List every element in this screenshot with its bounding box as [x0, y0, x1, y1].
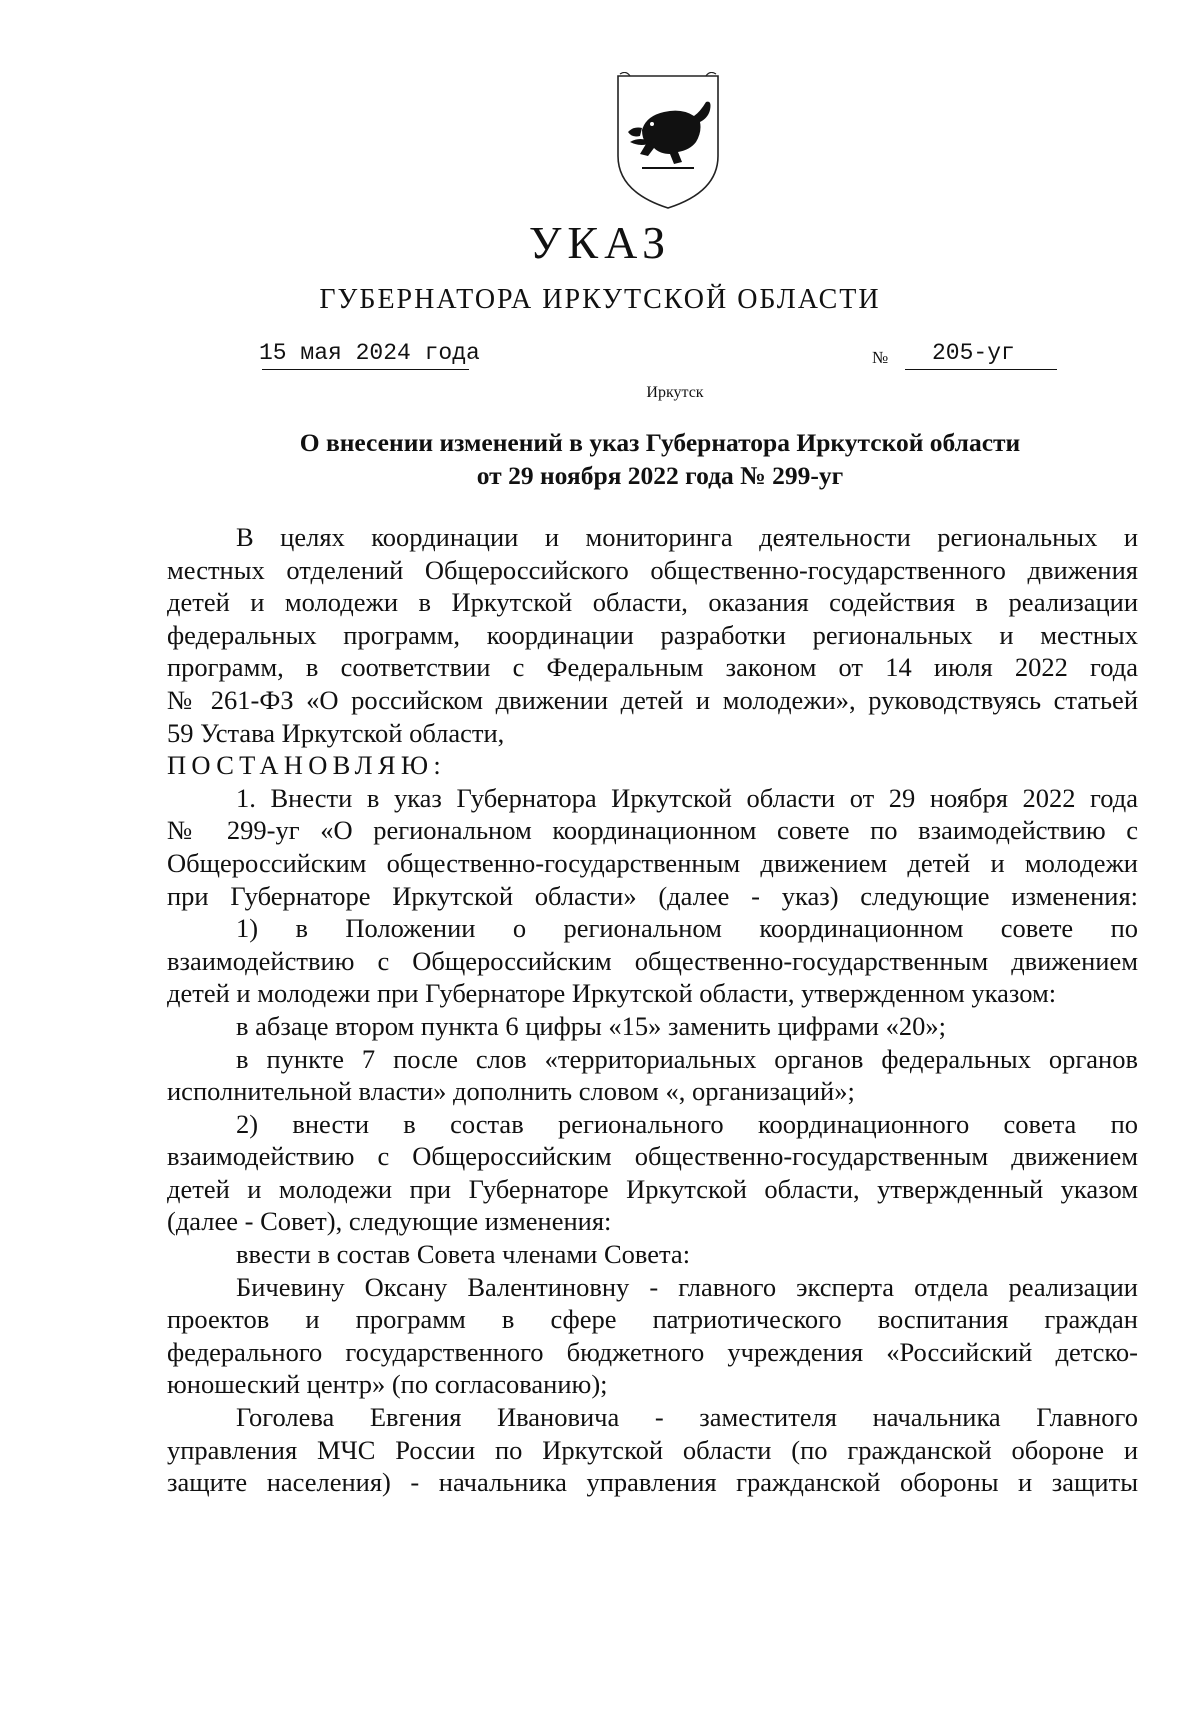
- body-line: защите населения) - начальника управления гражданской обороны и защиты: [167, 1467, 1138, 1498]
- body-line: № 261-ФЗ «О российском движении детей и молодежи», руководствуясь статьей: [167, 684, 1138, 715]
- body-line: федерального государственного бюджетного учреждения «Российский детско-: [167, 1336, 1138, 1367]
- body-line: (далее - Совет), следующие изменения:: [167, 1206, 612, 1237]
- body-line: взаимодействию с Общероссийским общественно-государственным движением: [167, 945, 1138, 976]
- body-line: в пункте 7 после слов «территориальных органов федеральных органов: [236, 1043, 1138, 1074]
- body-line: Гоголева Евгения Ивановича - заместителя начальника Главного: [236, 1402, 1138, 1433]
- body-line: местных отделений Общероссийского общественно-государственного движения: [167, 554, 1138, 585]
- body-line: в абзаце втором пункта 6 цифры «15» заменить цифрами «20»;: [236, 1010, 946, 1041]
- coat-of-arms-emblem: [612, 72, 724, 212]
- body-line: взаимодействию с Общероссийским общественно-государственным движением: [167, 1141, 1138, 1172]
- body-line: Бичевину Оксану Валентиновну - главного эксперта отдела реализации: [236, 1271, 1138, 1302]
- date-underline: [262, 369, 469, 370]
- heading-line: от 29 ноября 2022 года № 299-уг: [476, 461, 844, 490]
- body-line: федеральных программ, координации разработки региональных и местных: [167, 619, 1138, 650]
- document-title: УКАЗ: [528, 217, 672, 268]
- document-heading: [160, 426, 1160, 492]
- decree-word: ПОСТАНОВЛЯЮ:: [167, 750, 447, 781]
- document-number: 205-уг: [932, 340, 1015, 366]
- body-line: управления МЧС России по Иркутской области (по гражданской обороне и: [167, 1434, 1138, 1465]
- number-sign: №: [872, 348, 889, 367]
- body-line: детей и молодежи в Иркутской области, оказания содействия в реализации: [167, 587, 1138, 618]
- number-underline: [905, 369, 1057, 370]
- document-subtitle: ГУБЕРНАТОРА ИРКУТСКОЙ ОБЛАСТИ: [319, 284, 881, 315]
- document-body: [167, 521, 1138, 1499]
- body-line: В целях координации и мониторинга деятельности региональных и: [236, 522, 1138, 552]
- document-city: Иркутск: [646, 384, 704, 401]
- body-line: Общероссийским общественно-государственным движением детей и молодежи: [167, 847, 1138, 878]
- body-line: 2) внести в состав регионального координационного совета по: [236, 1108, 1138, 1139]
- body-line: 1. Внести в указ Губернатора Иркутской области от 29 ноября 2022 года: [236, 782, 1138, 813]
- body-line: юношеский центр» (по согласованию);: [167, 1369, 608, 1400]
- body-line: проектов и программ в сфере патриотического воспитания граждан: [167, 1304, 1138, 1335]
- body-line: 59 Устава Иркутской области,: [167, 717, 505, 748]
- body-line: исполнительной власти» дополнить словом «, организаций»;: [167, 1076, 855, 1107]
- body-line: 1) в Положении о региональном координационном совете по: [236, 913, 1138, 944]
- document-date: 15 мая 2024 года: [259, 340, 480, 366]
- body-line: детей и молодежи при Губернаторе Иркутской области, утвержденном указом:: [167, 978, 1057, 1009]
- body-line: программ, в соответствии с Федеральным законом от 14 июля 2022 года: [167, 652, 1138, 683]
- body-line: ввести в состав Совета членами Совета:: [236, 1239, 691, 1270]
- body-line: № 299-уг «О региональном координационном совете по взаимодействию с: [167, 815, 1138, 846]
- body-line: детей и молодежи при Губернаторе Иркутской области, утвержденный указом: [167, 1173, 1138, 1204]
- heading-line: О внесении изменений в указ Губернатора Иркутской области: [299, 428, 1021, 457]
- body-line: при Губернаторе Иркутской области» (далее - указ) следующие изменения:: [167, 880, 1138, 911]
